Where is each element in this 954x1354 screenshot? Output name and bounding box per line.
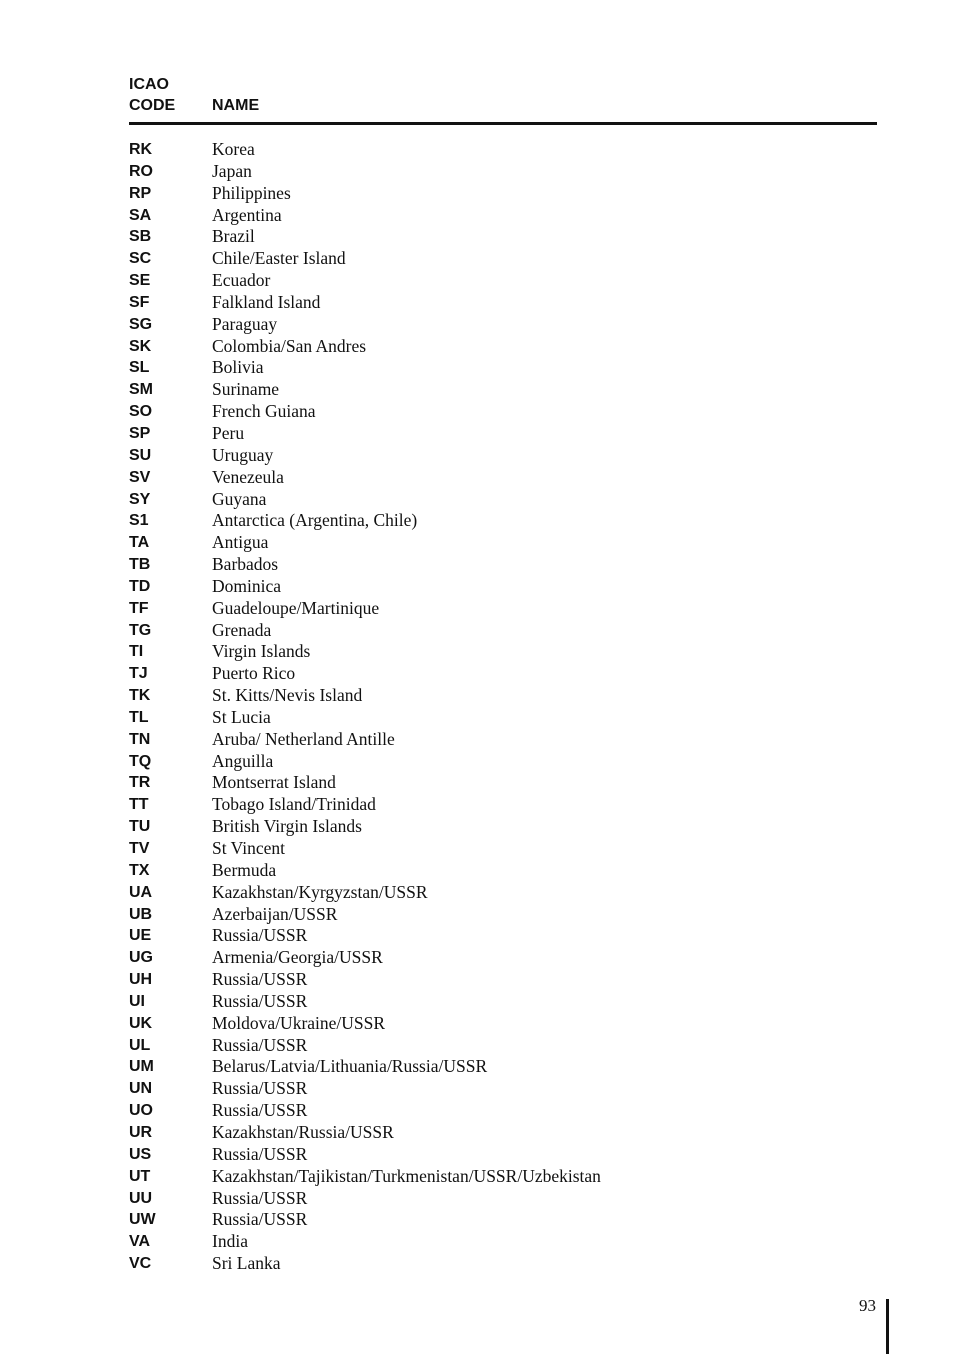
country-name: Armenia/Georgia/USSR <box>212 947 383 968</box>
table-row <box>129 1231 877 1253</box>
table-row <box>129 161 877 183</box>
icao-code: VC <box>129 1255 152 1273</box>
icao-code: S1 <box>129 512 149 530</box>
country-name: Brazil <box>212 226 255 247</box>
country-name: India <box>212 1231 248 1252</box>
table-row <box>129 248 877 270</box>
country-name: Guyana <box>212 488 267 509</box>
country-name: St Vincent <box>212 838 285 858</box>
country-name: Montserrat Island <box>212 772 336 793</box>
table-row <box>129 1144 877 1166</box>
country-name: Russia/USSR <box>212 990 308 1011</box>
country-name: St. Kitts/Nevis Island <box>212 685 363 706</box>
country-name: Uruguay <box>212 444 274 465</box>
country-name: Chile/Easter Island <box>212 248 346 269</box>
table-row <box>129 554 877 576</box>
icao-code: TQ <box>129 752 152 770</box>
table-row <box>129 183 877 205</box>
country-name: Korea <box>212 139 255 159</box>
icao-code: SK <box>129 337 152 355</box>
country-name: Antigua <box>212 532 269 553</box>
icao-code: SE <box>129 272 151 290</box>
icao-code: SA <box>129 206 152 224</box>
country-name: Ecuador <box>212 270 271 291</box>
country-name: Anguilla <box>212 750 274 771</box>
icao-code: RO <box>129 162 153 180</box>
table-row <box>129 1013 877 1035</box>
page-edge-rule <box>886 1299 889 1354</box>
country-name: Russia/USSR <box>212 1143 308 1164</box>
icao-code: SP <box>129 424 151 442</box>
icao-code: SL <box>129 359 150 377</box>
country-name: Moldova/Ukraine/USSR <box>212 1012 386 1033</box>
column-header-name: NAME <box>212 97 260 114</box>
country-name: Russia/USSR <box>212 1034 308 1055</box>
table-row <box>129 1122 877 1144</box>
table-row <box>129 707 877 729</box>
country-name: Kazakhstan/Tajikistan/Turkmenistan/USSR/Uzbekistan <box>212 1165 601 1186</box>
table-row <box>129 925 877 947</box>
table-row <box>129 947 877 969</box>
icao-code: UA <box>129 883 153 901</box>
country-name: Paraguay <box>212 313 278 334</box>
country-name: Japan <box>212 160 252 181</box>
table-row <box>129 139 877 161</box>
icao-code: UI <box>129 992 145 1010</box>
country-name: Belarus/Latvia/Lithuania/Russia/USSR <box>212 1056 488 1077</box>
icao-code: TL <box>129 708 149 726</box>
table-row <box>129 467 877 489</box>
table-row <box>129 751 877 773</box>
table-row <box>129 270 877 292</box>
table-row <box>129 1100 877 1122</box>
icao-code: TU <box>129 818 151 836</box>
country-name: French Guiana <box>212 401 316 422</box>
icao-code: RK <box>129 141 153 158</box>
table-row <box>129 838 877 860</box>
country-name: Falkland Island <box>212 291 321 312</box>
table-row <box>129 860 877 882</box>
table-row <box>129 1253 877 1275</box>
icao-code: TT <box>129 796 149 814</box>
table-row <box>129 1078 877 1100</box>
country-name: St Lucia <box>212 706 271 727</box>
country-name: Russia/USSR <box>212 925 308 946</box>
icao-code: UB <box>129 905 153 923</box>
country-name: Barbados <box>212 554 279 575</box>
table-row <box>129 772 877 794</box>
table-row <box>129 1056 877 1078</box>
country-name: Puerto Rico <box>212 663 296 684</box>
country-name: Russia/USSR <box>212 1209 308 1230</box>
table-row <box>129 226 877 248</box>
table-row <box>129 1035 877 1057</box>
icao-code: UG <box>129 949 153 967</box>
icao-code: TA <box>129 534 150 552</box>
icao-code: UL <box>129 1036 151 1054</box>
country-name: Russia/USSR <box>212 969 308 990</box>
country-name: Philippines <box>212 182 291 203</box>
country-name: Argentina <box>212 204 282 225</box>
country-name: Russia/USSR <box>212 1100 308 1121</box>
table-header <box>129 74 877 125</box>
country-name: Kazakhstan/Russia/USSR <box>212 1121 394 1142</box>
table-row <box>129 882 877 904</box>
table-row <box>129 1209 877 1231</box>
country-name: Sri Lanka <box>212 1253 281 1274</box>
icao-code-table <box>129 139 877 1275</box>
icao-code: TR <box>129 774 151 792</box>
icao-code: SV <box>129 468 151 486</box>
icao-code: UW <box>129 1211 156 1229</box>
icao-code: UN <box>129 1080 153 1098</box>
table-row <box>129 685 877 707</box>
icao-code: TI <box>129 643 144 661</box>
icao-code: TF <box>129 599 149 617</box>
column-header-icao-code: ICAO CODE <box>129 76 176 114</box>
table-row <box>129 401 877 423</box>
table-row <box>129 510 877 532</box>
table-row <box>129 423 877 445</box>
icao-code: TG <box>129 621 152 639</box>
country-name: Russia/USSR <box>212 1187 308 1208</box>
country-name: Tobago Island/Trinidad <box>212 794 376 815</box>
icao-code: UR <box>129 1123 153 1141</box>
icao-code: SO <box>129 403 153 421</box>
icao-code: TJ <box>129 665 148 683</box>
icao-code: UU <box>129 1189 153 1207</box>
table-row <box>129 379 877 401</box>
country-name: Dominica <box>212 575 282 596</box>
table-row <box>129 445 877 467</box>
icao-code: SF <box>129 293 150 311</box>
icao-code: UM <box>129 1058 154 1076</box>
table-row <box>129 794 877 816</box>
icao-code: TK <box>129 687 151 705</box>
icao-code: SU <box>129 446 152 464</box>
icao-code: UH <box>129 971 153 989</box>
country-name: Suriname <box>212 379 280 400</box>
country-name: Aruba/ Netherland Antille <box>212 728 395 749</box>
table-row <box>129 489 877 511</box>
table-row <box>129 1188 877 1210</box>
icao-code: SG <box>129 315 153 333</box>
table-row <box>129 336 877 358</box>
country-name: Azerbaijan/USSR <box>212 903 338 924</box>
icao-code: UT <box>129 1167 151 1185</box>
country-name: Colombia/San Andres <box>212 335 367 356</box>
table-row <box>129 532 877 554</box>
country-name: Grenada <box>212 619 272 640</box>
country-name: Bermuda <box>212 859 277 880</box>
icao-code: SY <box>129 490 151 508</box>
table-row <box>129 991 877 1013</box>
icao-code: US <box>129 1145 152 1163</box>
icao-code: TB <box>129 556 151 574</box>
table-row <box>129 729 877 751</box>
icao-code: TD <box>129 577 151 595</box>
country-name: British Virgin Islands <box>212 816 362 837</box>
table-row <box>129 1166 877 1188</box>
country-name: Bolivia <box>212 357 264 378</box>
country-name: Antarctica (Argentina, Chile) <box>212 510 418 531</box>
icao-code: UK <box>129 1014 153 1032</box>
icao-code: TX <box>129 861 150 879</box>
country-name: Peru <box>212 422 245 443</box>
icao-code: TN <box>129 730 151 748</box>
icao-code: SM <box>129 381 153 399</box>
table-row <box>129 314 877 336</box>
icao-code: UE <box>129 927 152 945</box>
country-name: Russia/USSR <box>212 1078 308 1099</box>
table-row <box>129 816 877 838</box>
table-row <box>129 292 877 314</box>
table-row <box>129 904 877 926</box>
icao-code: UO <box>129 1102 153 1120</box>
table-row <box>129 576 877 598</box>
icao-code: TV <box>129 840 150 857</box>
table-row <box>129 598 877 620</box>
country-name: Guadeloupe/Martinique <box>212 597 380 618</box>
table-row <box>129 663 877 685</box>
table-row <box>129 969 877 991</box>
icao-code: RP <box>129 184 152 202</box>
table-row <box>129 357 877 379</box>
icao-code: SB <box>129 228 152 246</box>
icao-code: SC <box>129 250 152 268</box>
country-name: Kazakhstan/Kyrgyzstan/USSR <box>212 881 428 902</box>
table-row <box>129 641 877 663</box>
table-row <box>129 205 877 227</box>
country-name: Venezeula <box>212 466 284 487</box>
table-row <box>129 620 877 642</box>
icao-code: VA <box>129 1233 151 1251</box>
country-name: Virgin Islands <box>212 641 311 662</box>
page-number: 93 <box>859 1296 876 1315</box>
